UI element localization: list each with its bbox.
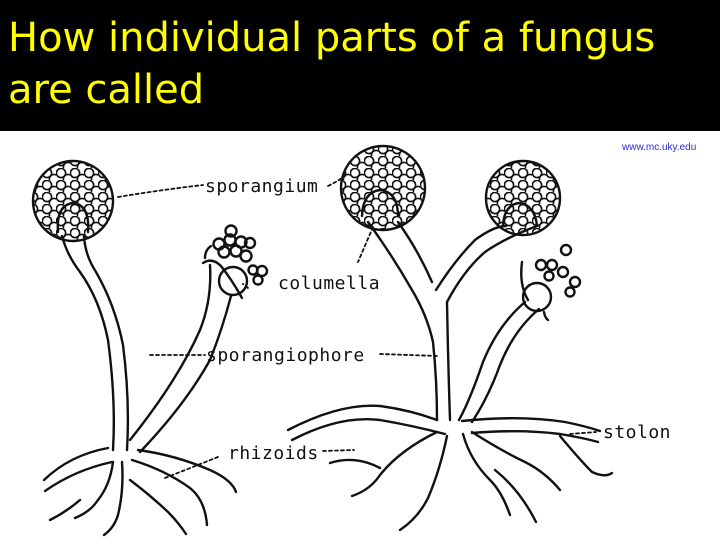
source-credit: www.mc.uky.edu bbox=[622, 142, 697, 153]
title-band bbox=[0, 0, 720, 131]
right-sporangiophores bbox=[368, 222, 537, 420]
label-sporangiophore: sporangiophore bbox=[206, 345, 365, 366]
label-rhizoids: rhizoids bbox=[228, 443, 319, 464]
right-branch bbox=[459, 302, 539, 422]
label-columella: columella bbox=[278, 273, 381, 294]
left-sporangiophore bbox=[62, 236, 128, 450]
slide-title: How individual parts of a fungus are called bbox=[8, 15, 656, 113]
fungus-diagram bbox=[0, 131, 720, 540]
stolon-and-right-rhizoids bbox=[288, 406, 612, 530]
label-stolon: stolon bbox=[603, 422, 672, 443]
left-sporangium bbox=[33, 161, 113, 241]
right-columella-cluster bbox=[521, 245, 580, 320]
left-columella-cluster bbox=[203, 226, 267, 299]
label-sporangium: sporangium bbox=[205, 176, 319, 197]
right-sporangium bbox=[341, 146, 560, 235]
